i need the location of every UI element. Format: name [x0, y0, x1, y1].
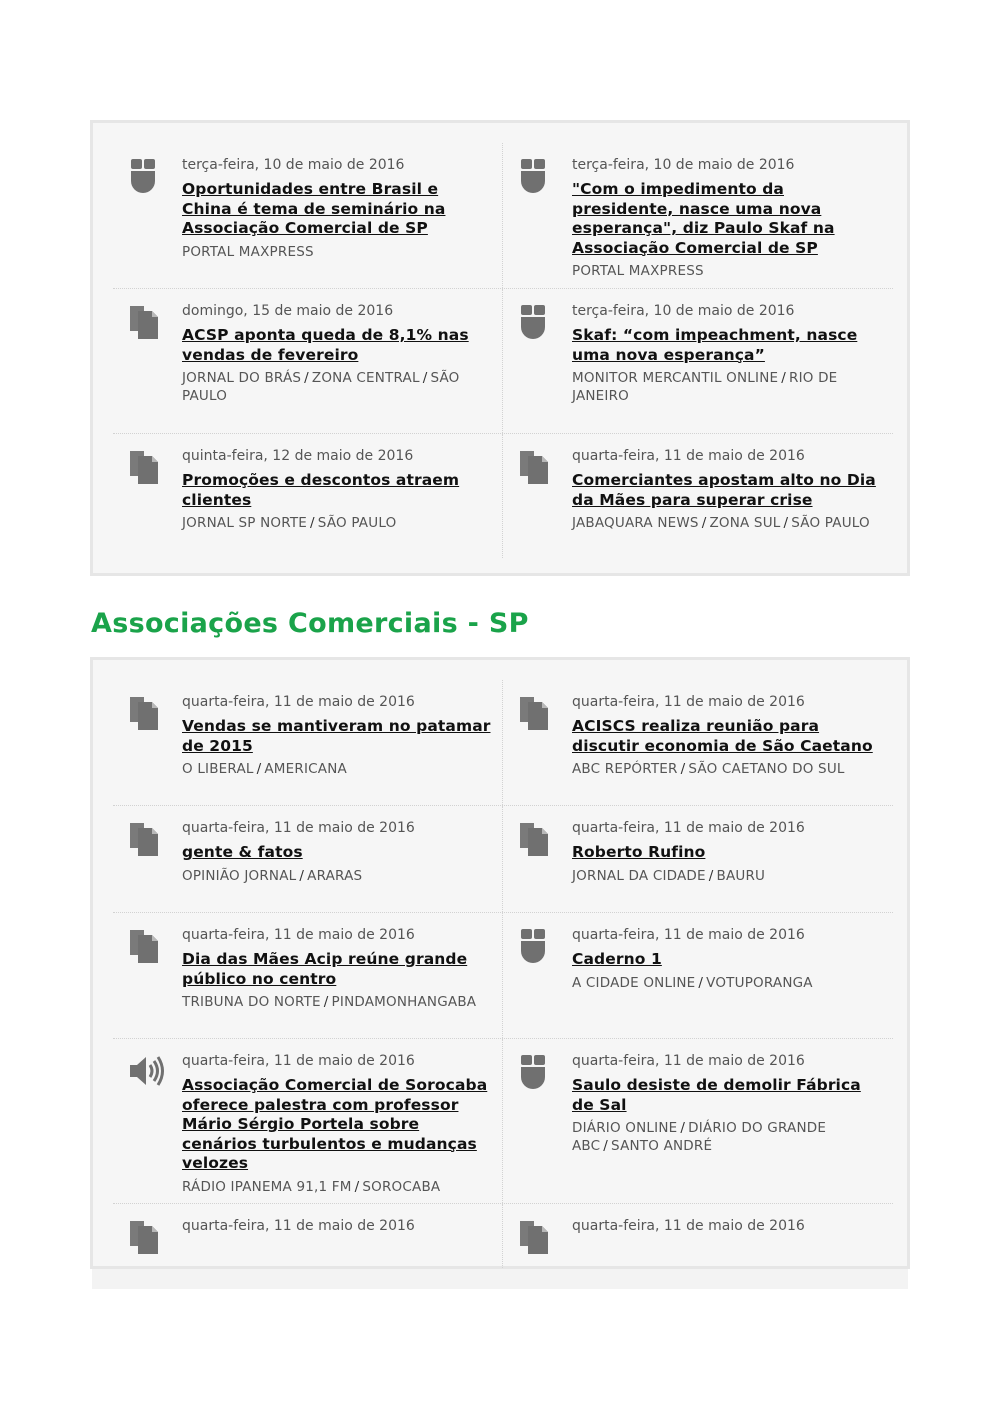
panel-bottom-edge: [92, 1269, 908, 1289]
source-separator: /: [781, 370, 786, 386]
news-item: [113, 1039, 503, 1203]
source-part: PORTAL MAXPRESS: [572, 263, 704, 279]
news-row: [113, 913, 893, 1039]
news-date: terça-feira, 10 de maio de 2016: [572, 303, 795, 319]
news-item: [503, 289, 893, 433]
document-icon: [129, 303, 159, 339]
clipping-panel-1: [90, 120, 910, 576]
source-part: BAURU: [716, 867, 766, 884]
news-title-link[interactable]: Roberto Rufino: [572, 843, 706, 861]
source-separator: /: [603, 1137, 609, 1154]
news-date: terça-feira, 10 de maio de 2016: [182, 157, 405, 173]
clipping-panel-2: [90, 657, 910, 1269]
document-icon: [519, 448, 549, 484]
news-item: [113, 434, 503, 558]
news-row: [113, 1204, 893, 1274]
news-title-link[interactable]: Promoções e descontos atraem clientes: [182, 471, 460, 509]
news-title-link[interactable]: Caderno 1: [572, 950, 662, 968]
news-row: [113, 806, 893, 913]
news-item: [503, 913, 893, 1038]
section-heading: Associações Comerciais - SP: [91, 608, 529, 639]
news-source: [182, 994, 492, 1012]
source-part: SÃO PAULO: [317, 515, 397, 531]
news-title-link[interactable]: gente & fatos: [182, 843, 303, 861]
news-item: [503, 806, 893, 912]
news-date: quarta-feira, 11 de maio de 2016: [572, 1218, 805, 1234]
source-separator: /: [783, 515, 789, 531]
news-item: [113, 289, 503, 433]
mouse-icon: [129, 157, 159, 193]
news-row: [113, 680, 893, 806]
news-date: quarta-feira, 11 de maio de 2016: [182, 1053, 415, 1069]
source-separator: /: [304, 370, 309, 386]
source-part: RIO DE JANEIRO: [572, 370, 838, 404]
news-source: [182, 761, 492, 779]
news-item: [503, 434, 893, 558]
news-date: quarta-feira, 11 de maio de 2016: [182, 820, 415, 836]
source-separator: /: [701, 515, 707, 531]
source-part: SANTO ANDRÉ: [611, 1137, 713, 1154]
news-item: [503, 143, 893, 288]
source-part: OPINIÃO JORNAL: [182, 867, 297, 884]
source-separator: /: [354, 1178, 360, 1195]
source-separator: /: [422, 370, 428, 386]
mouse-icon: [519, 1053, 549, 1089]
source-part: SÃO CAETANO DO SUL: [688, 761, 845, 777]
document-icon: [519, 1218, 549, 1254]
news-title-link[interactable]: Skaf: “com impeachment, nasce uma nova esperança”: [572, 326, 858, 364]
speaker-icon: [129, 1053, 159, 1089]
news-row: [113, 434, 893, 558]
news-source: [182, 244, 492, 262]
source-part: A CIDADE ONLINE: [572, 974, 696, 991]
news-source: [572, 263, 883, 281]
news-row: [113, 289, 893, 434]
source-part: DIÁRIO ONLINE: [572, 1120, 678, 1136]
source-separator: /: [256, 761, 262, 777]
news-title-link[interactable]: Vendas se mantiveram no patamar de 2015: [182, 717, 491, 755]
news-source: [572, 761, 883, 779]
news-item: [113, 680, 503, 805]
news-date: quarta-feira, 11 de maio de 2016: [572, 820, 805, 836]
news-date: quarta-feira, 11 de maio de 2016: [572, 448, 805, 464]
source-part: TRIBUNA DO NORTE: [182, 994, 321, 1010]
source-part: SOROCABA: [362, 1178, 441, 1195]
news-title-link[interactable]: Oportunidades entre Brasil e China é tema de seminário na Associação Comercial de SP: [182, 180, 446, 237]
mouse-icon: [519, 157, 549, 193]
mouse-icon: [519, 927, 549, 963]
document-icon: [129, 1218, 159, 1254]
news-item: [503, 1039, 893, 1203]
news-title-link[interactable]: Dia das Mães Acip reúne grande público no centro: [182, 950, 468, 988]
source-part: AMERICANA: [264, 761, 347, 777]
news-source: [182, 1179, 492, 1197]
document-icon: [519, 694, 549, 730]
source-part: ABC REPÓRTER: [572, 761, 678, 777]
source-part: JABAQUARA NEWS: [572, 515, 699, 531]
source-separator: /: [708, 867, 714, 884]
source-part: SÃO PAULO: [182, 370, 460, 404]
news-source: [572, 868, 883, 886]
news-title-link[interactable]: ACISCS realiza reunião para discutir economia de São Caetano: [572, 717, 873, 755]
source-separator: /: [323, 994, 329, 1010]
news-source: [182, 868, 492, 886]
news-title-link[interactable]: "Com o impedimento da presidente, nasce uma nova esperança", diz Paulo Skaf na Associação Comercial de SP: [572, 180, 835, 257]
source-part: ZONA CENTRAL: [311, 370, 420, 386]
news-item: [503, 1204, 893, 1274]
news-title-link[interactable]: ACSP aponta queda de 8,1% nas vendas de fevereiro: [182, 326, 469, 364]
news-item: [113, 806, 503, 912]
news-source: [182, 515, 492, 533]
source-part: ZONA SUL: [709, 515, 781, 531]
news-title-link[interactable]: Comerciantes apostam alto no Dia da Mães para superar crise: [572, 471, 876, 509]
document-icon: [129, 448, 159, 484]
source-part: PORTAL MAXPRESS: [182, 243, 314, 260]
news-source: [182, 370, 492, 405]
news-grid: [113, 680, 893, 1274]
news-date: quinta-feira, 12 de maio de 2016: [182, 448, 414, 464]
news-item: [113, 143, 503, 288]
news-date: quarta-feira, 11 de maio de 2016: [572, 1053, 805, 1069]
document-icon: [129, 694, 159, 730]
news-title-link[interactable]: Saulo desiste de demolir Fábrica de Sal: [572, 1076, 861, 1114]
source-separator: /: [299, 867, 305, 884]
source-separator: /: [680, 1120, 686, 1136]
source-part: MONITOR MERCANTIL ONLINE: [572, 370, 779, 386]
news-date: domingo, 15 de maio de 2016: [182, 303, 394, 319]
news-date: quarta-feira, 11 de maio de 2016: [182, 694, 415, 710]
source-part: JORNAL SP NORTE: [182, 515, 308, 531]
source-separator: /: [680, 761, 686, 777]
source-part: ARARAS: [307, 867, 363, 884]
source-part: PINDAMONHANGABA: [331, 994, 477, 1010]
news-item: [503, 680, 893, 805]
source-part: RÁDIO IPANEMA 91,1 FM: [182, 1178, 352, 1195]
news-date: quarta-feira, 11 de maio de 2016: [572, 927, 805, 943]
source-part: DIÁRIO DO GRANDE ABC: [572, 1120, 827, 1154]
document-icon: [129, 927, 159, 963]
source-separator: /: [698, 974, 704, 991]
source-part: SÃO PAULO: [791, 515, 870, 531]
news-source: [572, 975, 883, 993]
news-date: quarta-feira, 11 de maio de 2016: [572, 694, 805, 710]
news-date: terça-feira, 10 de maio de 2016: [572, 157, 795, 173]
source-part: O LIBERAL: [182, 761, 254, 777]
news-grid: [113, 143, 893, 558]
news-item: [113, 1204, 503, 1274]
source-part: VOTUPORANGA: [706, 974, 813, 991]
source-separator: /: [310, 515, 315, 531]
news-date: quarta-feira, 11 de maio de 2016: [182, 927, 415, 943]
news-source: [572, 370, 883, 405]
news-item: [113, 913, 503, 1038]
news-source: [572, 1120, 883, 1155]
news-row: [113, 1039, 893, 1204]
news-date: quarta-feira, 11 de maio de 2016: [182, 1218, 415, 1234]
source-part: JORNAL DA CIDADE: [572, 867, 706, 884]
document-icon: [519, 820, 549, 856]
document-icon: [129, 820, 159, 856]
mouse-icon: [519, 303, 549, 339]
source-part: JORNAL DO BRÁS: [182, 370, 302, 386]
news-row: [113, 143, 893, 289]
news-title-link[interactable]: Associação Comercial de Sorocaba oferece palestra com professor Mário Sérgio Portela sobre cenários turbulentos e mudanças velozes: [182, 1076, 488, 1172]
news-source: [572, 515, 883, 533]
